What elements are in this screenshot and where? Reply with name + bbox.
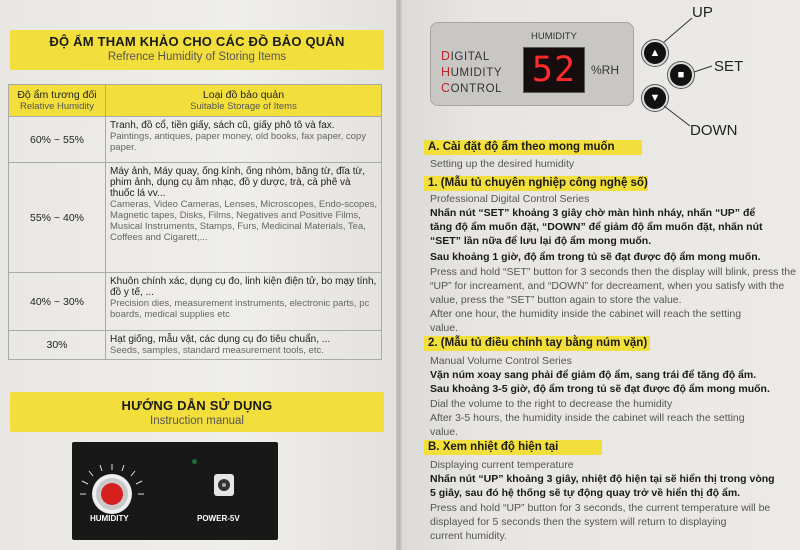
- text-line: value.: [430, 426, 459, 438]
- row-items-en: Precision dies, measurement instruments, electronic parts, pc boards, medical supplies etc: [110, 298, 370, 320]
- set-button[interactable]: [668, 62, 694, 88]
- brand-line-1: [441, 49, 490, 63]
- brand-word: ONTROL: [450, 83, 503, 95]
- manual-subtitle: Instruction manual: [150, 415, 244, 427]
- row-range: 30%: [9, 331, 106, 360]
- row-range: 60% ~ 55%: [9, 117, 106, 163]
- text-line: Vặn núm xoay sang phải để giảm độ ẩm, sang trái để tăng độ ẩm.: [430, 369, 757, 381]
- row-items: [106, 163, 382, 273]
- section-a-title: A. Cài đặt độ ẩm theo mong muốn: [424, 140, 642, 155]
- col-header-humidity: [9, 85, 106, 117]
- brand-line-3: [441, 81, 502, 95]
- display-value: 52: [531, 50, 577, 90]
- set-label: SET: [714, 58, 744, 75]
- table-header-row: [9, 85, 382, 117]
- humidity-knob-icon: [72, 442, 278, 540]
- row-items-en: Cameras, Video Cameras, Lenses, Microscopes, Endo-scopes, Magnetic tapes, Disks, Films, Negatives and Positive Films, Musical Instruments, Stamps, Furs, Medicinal Materials, Tea, Coffees and Cigarett,...: [110, 199, 378, 243]
- row-range: 55% ~ 40%: [9, 163, 106, 273]
- triangle-down-icon: ▼: [649, 92, 661, 104]
- row-items-vi: Tranh, đồ cổ, tiền giấy, sách cũ, giấy phô tô và fax.: [110, 120, 335, 131]
- text-line: Nhấn nút “UP” khoảng 3 giây, nhiệt độ hiện tại sẽ hiển thị trong vòng: [430, 473, 775, 485]
- table-row: [9, 331, 382, 360]
- text-line: “SET” lần nữa để lưu lại độ ẩm mong muốn.: [430, 235, 652, 247]
- sub1-en-title: Professional Digital Control Series: [430, 193, 590, 205]
- row-items-en: Seeds, samples, standard measurement tools, etc.: [110, 345, 324, 356]
- text-line: 5 giây, sau đó hệ thống sẽ tự động quay trở về hiển thị độ ẩm.: [430, 487, 741, 499]
- row-range: 40% ~ 30%: [9, 273, 106, 331]
- row-items-vi: Khuôn chính xác, dụng cụ đo, linh kiện điện tử, bo mạy tính, đồ y tế, ...: [110, 276, 377, 298]
- col2-vi: Loại đồ bảo quản: [202, 89, 285, 101]
- text-line: Press and hold “SET” button for 3 seconds then the display will blink, press the: [430, 266, 796, 278]
- col1-en: Relative Humidity: [20, 101, 94, 112]
- unit-label: %RH: [591, 63, 620, 77]
- section-b-title: B. Xem nhiệt độ hiện tại: [424, 440, 602, 455]
- control-panel-photo: [72, 442, 278, 540]
- text-line: displayed for 5 seconds then the system will return to displaying: [430, 516, 727, 528]
- text-line: Dial the volume to the right to decrease the humidity: [430, 398, 673, 410]
- table-row: [9, 273, 382, 331]
- text-line: Sau khoảng 3-5 giờ, độ ẩm trong tủ sẽ đạt được độ ẩm mong muốn.: [430, 383, 770, 395]
- brand-initial: D: [441, 49, 451, 63]
- up-button[interactable]: [642, 40, 668, 66]
- humidity-display: [523, 47, 585, 93]
- manual-title: HƯỚNG DẪN SỬ DỤNG: [121, 398, 273, 413]
- book-spine: [396, 0, 402, 550]
- row-items-en: Paintings, antiques, paper money, old books, fax paper, copy paper.: [110, 131, 366, 153]
- brand-line-2: [441, 65, 502, 79]
- text-line: Sau khoảng 1 giờ, độ ẩm trong tủ sẽ đạt được độ ẩm mong muốn.: [430, 251, 761, 263]
- text-line: tăng độ ẩm muốn đặt, “DOWN” để giảm độ ẩm muốn đặt, nhấn nút: [430, 221, 763, 233]
- text-line: Nhấn nút “SET” khoảng 3 giây chờ màn hình nháy, nhấn “UP” để: [430, 207, 756, 219]
- col-header-storage: [106, 85, 382, 117]
- row-items-vi: Máy ảnh, Máy quay, ống kính, ống nhòm, băng từ, đĩa từ, phim ảnh, dụng cụ âm nhạc, đồ y dược, trà, cà phê và thuốc lá vv...: [110, 166, 366, 199]
- brand-word: IGITAL: [450, 51, 490, 63]
- up-label: UP: [692, 4, 713, 21]
- row-items: [106, 117, 382, 163]
- text-line: After 3-5 hours, the humidity inside the cabinet will reach the setting: [430, 412, 745, 424]
- table-row: [9, 117, 382, 163]
- section-b-en: Displaying current temperature: [430, 459, 574, 471]
- sub2-en-title: Manual Volume Control Series: [430, 355, 572, 367]
- col1-vi: Độ ẩm tương đối: [17, 89, 97, 101]
- power-label: POWER-5V: [197, 514, 240, 523]
- row-items-vi: Hạt giống, mẫu vật, các dụng cụ đo tiêu chuẩn, ...: [110, 334, 331, 345]
- knob-label: HUMIDITY: [90, 514, 129, 523]
- ref-title: ĐỘ ẨM THAM KHẢO CHO CÁC ĐỒ BẢO QUẢN: [49, 34, 345, 49]
- ref-subtitle: Refrence Humidity of Storing Items: [107, 51, 287, 63]
- triangle-up-icon: ▲: [649, 47, 661, 59]
- brand-initial: H: [441, 65, 451, 79]
- square-icon: ■: [677, 69, 685, 81]
- down-button[interactable]: [642, 85, 668, 111]
- table-row: [9, 163, 382, 273]
- power-led-icon: [192, 459, 197, 464]
- row-items: [106, 273, 382, 331]
- text-line: After one hour, the humidity inside the cabinet will reach the setting: [430, 308, 742, 320]
- col2-en: Suitable Storage of Items: [190, 101, 297, 112]
- section-a-en: Setting up the desired humidity: [430, 158, 575, 170]
- text-line: current humidity.: [430, 530, 507, 542]
- text-line: value.: [430, 322, 459, 334]
- down-label: DOWN: [690, 122, 738, 139]
- reference-table: [8, 84, 382, 360]
- text-line: “UP” for increament, and “DOWN” for decreament, when you satisfy with the: [430, 280, 785, 292]
- text-line: value, press the “SET” button again to store the value.: [430, 294, 682, 306]
- text-line: Press and hold “UP” button for 3 seconds, the current temperature will be: [430, 502, 771, 514]
- sub2-title: 2. (Mẫu tủ điều chỉnh tay bằng núm vặn): [424, 336, 650, 351]
- brand-word: UMIDITY: [450, 67, 503, 79]
- sub1-title: 1. (Mẫu tủ chuyên nghiệp công nghệ số): [424, 176, 648, 191]
- display-label: HUMIDITY: [531, 31, 577, 42]
- row-items: [106, 331, 382, 360]
- digital-controller-illustration: [430, 22, 634, 106]
- brand-initial: C: [441, 81, 451, 95]
